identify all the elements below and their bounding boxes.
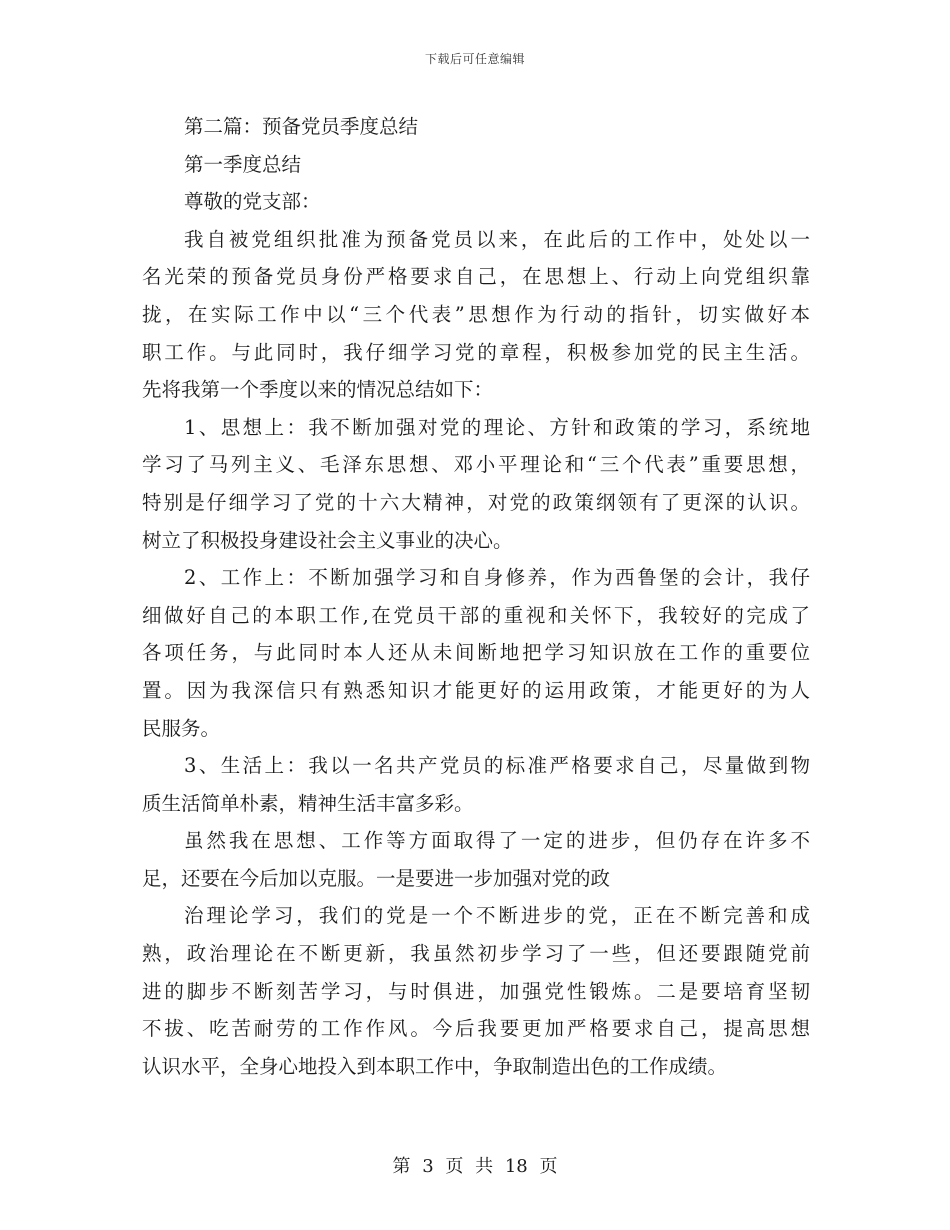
document-body [142,108,810,1085]
page-number: 第 3 页 共 18 页 [392,1156,558,1177]
page-header: 下载后可任意编辑 [424,52,525,66]
subsection-title: 第一季度总结 [184,152,302,176]
paragraph-line: 治理论学习，我们的党是一个不断进步的党，正在不断完善和成 [184,904,810,928]
paragraph-line: 2、工作上：不断加强学习和自身修养，作为西鲁堡的会计，我仔 [184,566,810,590]
paragraph-line: 职工作。与此同时，我仔细学习党的章程，积极参加党的民主生活。 [142,340,810,364]
paragraph-line: 树立了积极投身建设社会主义事业的决心。 [142,528,513,552]
paragraph-line: 特别是仔细学习了党的十六大精神，对党的政策纲领有了更深的认识。 [142,490,810,514]
paragraph-line: 名光荣的预备党员身份严格要求自己，在思想上、行动上向党组织靠 [142,265,810,289]
paragraph-line: 学习了马列主义、毛泽东思想、邓小平理论和“三个代表”重要思想， [142,453,810,477]
paragraph-line: 民服务。 [142,716,221,740]
paragraph-line: 拢，在实际工作中以“三个代表”思想作为行动的指针，切实做好本 [142,302,810,326]
paragraph-line: 3、生活上：我以一名共产党员的标准严格要求自己，尽量做到物 [184,754,810,778]
paragraph-line: 细做好自己的本职工作,在党员干部的重视和关怀下，我较好的完成了 [142,603,810,627]
paragraph-line: 不拔、吃苦耐劳的工作作风。今后我要更加严格要求自己，提高思想 [142,1017,810,1041]
paragraph-line: 先将我第一个季度以来的情况总结如下： [142,378,494,402]
paragraph-line: 质生活简单朴素，精神生活丰富多彩。 [142,791,474,815]
paragraph-line: 进的脚步不断刻苦学习，与时俱进，加强党性锻炼。二是要培育坚韧 [142,979,810,1003]
paragraph-line: 置。因为我深信只有熟悉知识才能更好的运用政策，才能更好的为人 [142,678,810,702]
paragraph-line: 足，还要在今后加以克服。一是要进一步加强对党的政 [142,866,611,890]
paragraph-line: 我自被党组织批准为预备党员以来，在此后的工作中，处处以一 [184,227,810,251]
paragraph-line: 虽然我在思想、工作等方面取得了一定的进步，但仍存在许多不 [184,829,810,853]
paragraph-line: 熟，政治理论在不断更新，我虽然初步学习了一些，但还要跟随党前 [142,942,810,966]
paragraph-line: 1、思想上：我不断加强对党的理论、方针和政策的学习，系统地 [184,415,810,439]
salutation: 尊敬的党支部： [184,190,321,214]
paragraph-line: 认识水平，全身心地投入到本职工作中，争取制造出色的工作成绩。 [142,1054,728,1078]
section-title: 第二篇：预备党员季度总结 [184,115,419,138]
paragraph-line: 各项任务，与此同时本人还从未间断地把学习知识放在工作的重要位 [142,641,810,665]
